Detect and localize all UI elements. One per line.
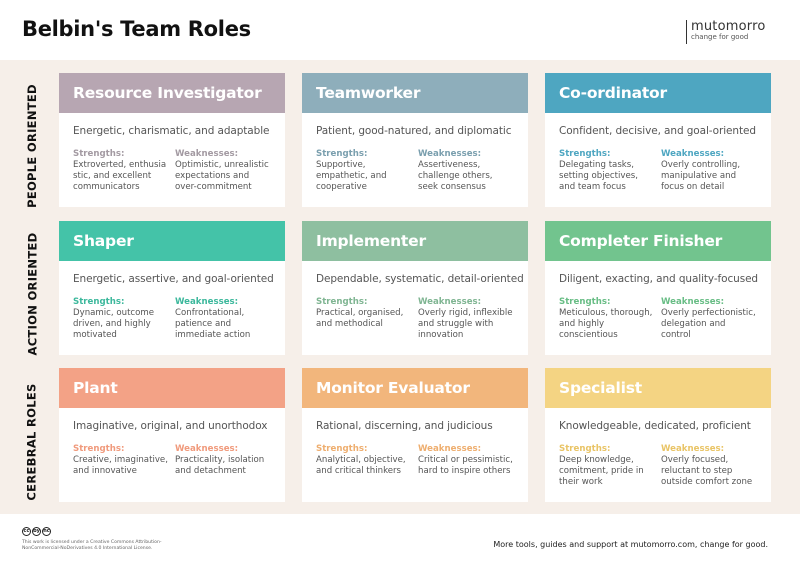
weaknesses-block	[661, 444, 757, 488]
role-summary: Dependable, systematic, detail-oriented	[316, 273, 524, 285]
weaknesses-block	[175, 297, 271, 341]
weaknesses-block	[175, 444, 271, 477]
strengths-text: Extroverted, enthusia stic, and excellent communicators	[73, 160, 167, 192]
weaknesses-label: Weaknesses:	[418, 149, 482, 159]
strengths-text: Delegating tasks, setting objectives, and team focus	[559, 160, 638, 192]
license-text: This work is licensed under a Creative Commons Attribution-NonCommercial-NoDerivatives 4.0 International License.	[22, 540, 162, 551]
row-label-action: ACTION ORIENTED	[25, 232, 40, 356]
weaknesses-text: Optimistic, unrealistic expectations and over-commitment	[175, 160, 269, 192]
role-card	[59, 368, 285, 502]
role-title: Co-ordinator	[545, 73, 771, 113]
role-summary: Knowledgeable, dedicated, proficient	[559, 420, 751, 432]
weaknesses-text: Overly focused, reluctant to step outside comfort zone	[661, 455, 753, 487]
strengths-block	[559, 149, 655, 193]
weaknesses-label: Weaknesses:	[418, 444, 482, 454]
role-card	[545, 221, 771, 355]
role-title: Specialist	[545, 368, 771, 408]
brand-logo[interactable]	[686, 20, 766, 44]
weaknesses-label: Weaknesses:	[661, 444, 725, 454]
strengths-block	[316, 297, 412, 330]
role-title: Completer Finisher	[545, 221, 771, 261]
role-card	[302, 73, 528, 207]
role-title: Implementer	[302, 221, 528, 261]
strengths-label: Strengths:	[559, 149, 611, 159]
role-summary: Diligent, exacting, and quality-focused	[559, 273, 758, 285]
role-title: Teamworker	[302, 73, 528, 113]
role-title: Shaper	[59, 221, 285, 261]
strengths-text: Deep knowledge, comitment, pride in their work	[559, 455, 644, 487]
header	[0, 0, 800, 60]
weaknesses-block	[418, 444, 514, 477]
role-summary: Confident, decisive, and goal-oriented	[559, 125, 756, 137]
footer	[0, 514, 800, 566]
strengths-block	[73, 444, 169, 477]
role-title: Plant	[59, 368, 285, 408]
strengths-label: Strengths:	[73, 149, 125, 159]
role-title: Monitor Evaluator	[302, 368, 528, 408]
strengths-label: Strengths:	[316, 444, 368, 454]
weaknesses-text: Overly perfectionistic, delegation and control	[661, 308, 756, 340]
weaknesses-text: Overly controlling, manipulative and focus on detail	[661, 160, 741, 192]
weaknesses-label: Weaknesses:	[175, 149, 239, 159]
strengths-text: Creative, imaginative, and innovative	[73, 455, 168, 476]
weaknesses-text: Practicality, isolation and detachment	[175, 455, 265, 476]
weaknesses-text: Confrontational, patience and immediate action	[175, 308, 251, 340]
weaknesses-block	[175, 149, 271, 193]
strengths-text: Practical, organised, and methodical	[316, 308, 404, 329]
strengths-label: Strengths:	[316, 149, 368, 159]
role-card	[545, 73, 771, 207]
row-label-cerebral: CEREBRAL ROLES	[25, 383, 39, 501]
role-summary: Patient, good-natured, and diplomatic	[316, 125, 512, 137]
strengths-text: Supportive, empathetic, and cooperative	[316, 160, 387, 192]
row-label-people: PEOPLE ORIENTED	[25, 84, 39, 208]
cc-by-icon: by	[33, 528, 40, 534]
role-card	[59, 221, 285, 355]
role-summary: Rational, discerning, and judicious	[316, 420, 493, 432]
weaknesses-block	[418, 297, 514, 341]
role-summary: Energetic, assertive, and goal-oriented	[73, 273, 274, 285]
strengths-label: Strengths:	[73, 297, 125, 307]
weaknesses-label: Weaknesses:	[661, 149, 725, 159]
brand-name: mutomorro	[691, 19, 766, 34]
strengths-block	[73, 297, 169, 341]
brand-tagline: change for good	[691, 33, 749, 41]
weaknesses-block	[661, 297, 757, 341]
strengths-label: Strengths:	[316, 297, 368, 307]
role-summary: Imaginative, original, and unorthodox	[73, 420, 268, 432]
strengths-block	[316, 444, 412, 477]
role-title: Resource Investigator	[59, 73, 285, 113]
weaknesses-text: Overly rigid, inflexible and struggle with innovation	[418, 308, 513, 340]
strengths-label: Strengths:	[559, 444, 611, 454]
page-title: Belbin's Team Roles	[22, 17, 251, 41]
strengths-label: Strengths:	[559, 297, 611, 307]
weaknesses-label: Weaknesses:	[175, 297, 239, 307]
weaknesses-text: Assertiveness, challenge others, seek consensus	[418, 160, 493, 192]
strengths-text: Dynamic, outcome driven, and highly motivated	[73, 308, 155, 340]
role-summary: Energetic, charismatic, and adaptable	[73, 125, 270, 137]
strengths-block	[73, 149, 169, 193]
strengths-block	[559, 297, 655, 341]
role-card	[302, 368, 528, 502]
strengths-block	[316, 149, 412, 193]
role-card	[545, 368, 771, 502]
weaknesses-label: Weaknesses:	[661, 297, 725, 307]
strengths-text: Meticulous, thorough, and highly conscientious	[559, 308, 653, 340]
weaknesses-label: Weaknesses:	[175, 444, 239, 454]
cc-nc-icon: nc	[43, 528, 50, 534]
strengths-block	[559, 444, 655, 488]
role-card	[59, 73, 285, 207]
weaknesses-label: Weaknesses:	[418, 297, 482, 307]
weaknesses-text: Critical or pessimistic, hard to inspire others	[418, 455, 513, 476]
role-card	[302, 221, 528, 355]
weaknesses-block	[661, 149, 757, 193]
strengths-text: Analytical, objective, and critical thinkers	[316, 455, 406, 476]
cc-license-icons[interactable]	[22, 527, 51, 536]
support-text: More tools, guides and support at mutomorro.com, change for good.	[493, 540, 768, 549]
strengths-label: Strengths:	[73, 444, 125, 454]
cc-icon: cc	[23, 528, 30, 534]
weaknesses-block	[418, 149, 514, 193]
